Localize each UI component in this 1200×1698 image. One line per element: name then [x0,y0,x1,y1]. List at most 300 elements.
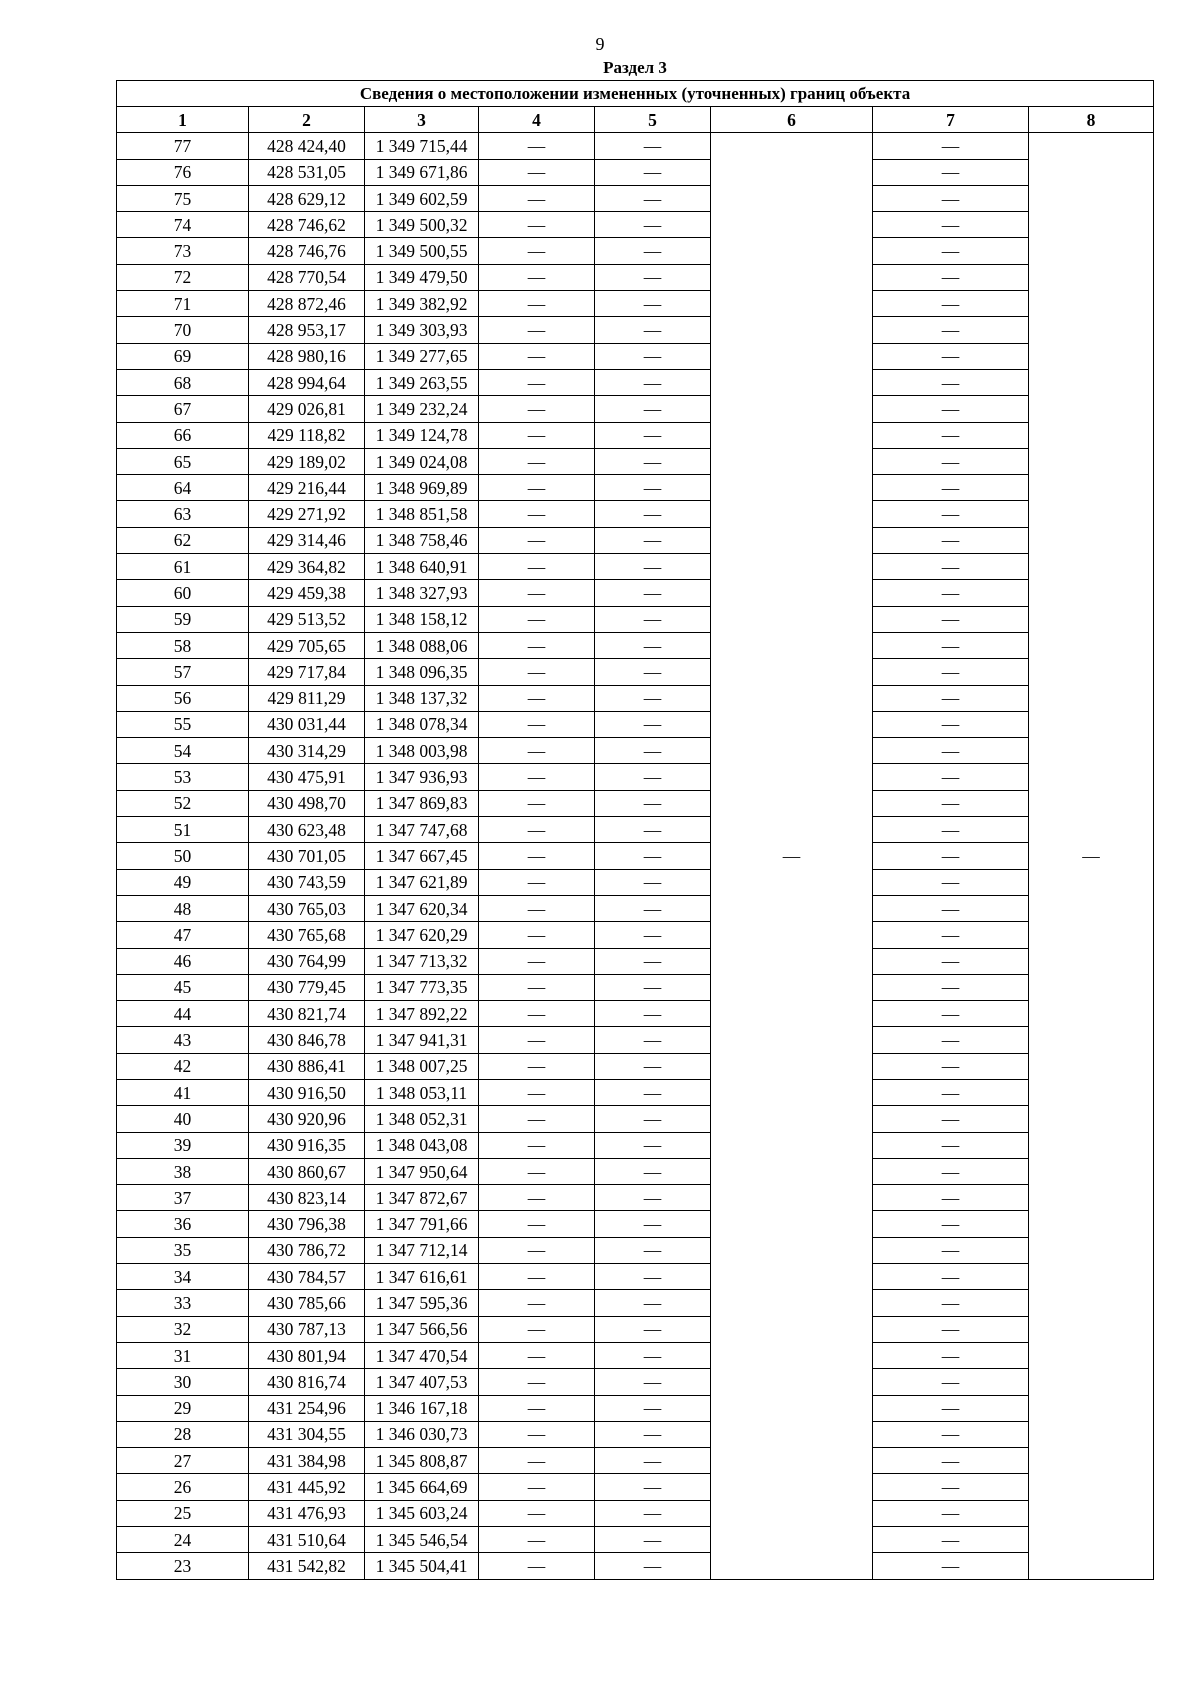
col5-cell: — [595,554,711,580]
col4-cell: — [479,1106,595,1132]
x-coordinate-cell: 428 994,64 [249,369,365,395]
col5-cell: — [595,291,711,317]
col4-cell: — [479,659,595,685]
point-number-cell: 44 [117,1001,249,1027]
y-coordinate-cell: 1 349 500,32 [365,212,479,238]
table-row [117,974,1154,1000]
col4-cell: — [479,974,595,1000]
point-number-cell: 25 [117,1500,249,1526]
col5-cell: — [595,1395,711,1421]
y-coordinate-cell: 1 349 277,65 [365,343,479,369]
col7-cell: — [873,501,1029,527]
x-coordinate-cell: 429 717,84 [249,659,365,685]
table-caption: Сведения о местоположении измененных (уточненных) границ объекта [117,81,1154,107]
col5-cell: — [595,1421,711,1447]
col7-cell: — [873,1027,1029,1053]
x-coordinate-cell: 431 445,92 [249,1474,365,1500]
x-coordinate-cell: 430 743,59 [249,869,365,895]
col5-cell: — [595,238,711,264]
x-coordinate-cell: 428 531,05 [249,159,365,185]
col5-cell: — [595,922,711,948]
y-coordinate-cell: 1 348 137,32 [365,685,479,711]
point-number-cell: 43 [117,1027,249,1053]
col4-cell: — [479,1448,595,1474]
col7-cell: — [873,475,1029,501]
col4-cell: — [479,1211,595,1237]
table-row [117,738,1154,764]
x-coordinate-cell: 431 304,55 [249,1421,365,1447]
col7-cell: — [873,790,1029,816]
x-coordinate-cell: 430 886,41 [249,1053,365,1079]
point-number-cell: 59 [117,606,249,632]
table-row [117,159,1154,185]
col5-cell: — [595,475,711,501]
col7-cell: — [873,133,1029,159]
col4-cell: — [479,1316,595,1342]
col7-cell: — [873,1158,1029,1184]
point-number-cell: 57 [117,659,249,685]
col7-cell: — [873,685,1029,711]
point-number-cell: 74 [117,212,249,238]
x-coordinate-cell: 431 542,82 [249,1553,365,1579]
x-coordinate-cell: 429 811,29 [249,685,365,711]
col7-cell: — [873,895,1029,921]
point-number-cell: 49 [117,869,249,895]
col4-cell: — [479,1500,595,1526]
table-row [117,1369,1154,1395]
y-coordinate-cell: 1 347 773,35 [365,974,479,1000]
y-coordinate-cell: 1 346 167,18 [365,1395,479,1421]
col7-cell: — [873,606,1029,632]
column-header-7: 7 [873,107,1029,133]
col7-cell: — [873,764,1029,790]
y-coordinate-cell: 1 348 851,58 [365,501,479,527]
col7-cell: — [873,317,1029,343]
table-row [117,1448,1154,1474]
col7-cell: — [873,554,1029,580]
x-coordinate-cell: 430 816,74 [249,1369,365,1395]
y-coordinate-cell: 1 347 595,36 [365,1290,479,1316]
x-coordinate-cell: 428 770,54 [249,264,365,290]
col7-cell: — [873,1527,1029,1553]
col5-cell: — [595,1158,711,1184]
point-number-cell: 24 [117,1527,249,1553]
col5-cell: — [595,1474,711,1500]
y-coordinate-cell: 1 347 616,61 [365,1264,479,1290]
col7-cell: — [873,448,1029,474]
table-row [117,790,1154,816]
y-coordinate-cell: 1 348 088,06 [365,632,479,658]
col4-cell: — [479,1027,595,1053]
col5-cell: — [595,1106,711,1132]
col5-cell: — [595,1027,711,1053]
col7-cell: — [873,632,1029,658]
y-coordinate-cell: 1 349 671,86 [365,159,479,185]
col5-cell: — [595,974,711,1000]
table-row [117,1527,1154,1553]
x-coordinate-cell: 431 510,64 [249,1527,365,1553]
col4-cell: — [479,1001,595,1027]
y-coordinate-cell: 1 348 052,31 [365,1106,479,1132]
col4-cell: — [479,159,595,185]
page-number: 9 [595,34,605,54]
y-coordinate-cell: 1 347 869,83 [365,790,479,816]
col5-cell: — [595,212,711,238]
y-coordinate-cell: 1 349 715,44 [365,133,479,159]
column-header-1: 1 [117,107,249,133]
col5-cell: — [595,396,711,422]
x-coordinate-cell: 429 216,44 [249,475,365,501]
x-coordinate-cell: 430 765,68 [249,922,365,948]
point-number-cell: 69 [117,343,249,369]
table-row [117,1500,1154,1526]
x-coordinate-cell: 429 271,92 [249,501,365,527]
table-row [117,843,1154,869]
col4-cell: — [479,212,595,238]
y-coordinate-cell: 1 347 667,45 [365,843,479,869]
col4-cell: — [479,501,595,527]
col5-cell: — [595,1369,711,1395]
table-row [117,1395,1154,1421]
y-coordinate-cell: 1 347 621,89 [365,869,479,895]
col4-cell: — [479,422,595,448]
col4-cell: — [479,1053,595,1079]
y-coordinate-cell: 1 348 078,34 [365,711,479,737]
col5-cell: — [595,738,711,764]
y-coordinate-cell: 1 349 263,55 [365,369,479,395]
point-number-cell: 68 [117,369,249,395]
col4-cell: — [479,1079,595,1105]
point-number-cell: 28 [117,1421,249,1447]
y-coordinate-cell: 1 349 024,08 [365,448,479,474]
col7-cell: — [873,1132,1029,1158]
table-row [117,711,1154,737]
y-coordinate-cell: 1 348 640,91 [365,554,479,580]
point-number-cell: 76 [117,159,249,185]
col7-cell: — [873,343,1029,369]
col4-cell: — [479,1264,595,1290]
table-row [117,922,1154,948]
point-number-cell: 39 [117,1132,249,1158]
x-coordinate-cell: 431 384,98 [249,1448,365,1474]
col4-cell: — [479,817,595,843]
col4-cell: — [479,475,595,501]
table-row [117,1132,1154,1158]
y-coordinate-cell: 1 347 941,31 [365,1027,479,1053]
col5-cell: — [595,1132,711,1158]
y-coordinate-cell: 1 347 936,93 [365,764,479,790]
col5-cell: — [595,817,711,843]
table-row [117,212,1154,238]
x-coordinate-cell: 430 846,78 [249,1027,365,1053]
col4-cell: — [479,948,595,974]
y-coordinate-cell: 1 348 007,25 [365,1053,479,1079]
point-number-cell: 60 [117,580,249,606]
point-number-cell: 40 [117,1106,249,1132]
col5-cell: — [595,764,711,790]
x-coordinate-cell: 430 475,91 [249,764,365,790]
col5-cell: — [595,448,711,474]
y-coordinate-cell: 1 348 758,46 [365,527,479,553]
col5-cell: — [595,1553,711,1579]
col4-cell: — [479,317,595,343]
x-coordinate-cell: 430 784,57 [249,1264,365,1290]
x-coordinate-cell: 430 786,72 [249,1237,365,1263]
col4-cell: — [479,606,595,632]
y-coordinate-cell: 1 347 712,14 [365,1237,479,1263]
coordinates-table [116,80,1154,1580]
point-number-cell: 35 [117,1237,249,1263]
point-number-cell: 41 [117,1079,249,1105]
col7-cell: — [873,922,1029,948]
col4-cell: — [479,895,595,921]
col4-cell: — [479,922,595,948]
point-number-cell: 61 [117,554,249,580]
col5-cell: — [595,1185,711,1211]
col7-cell: — [873,238,1029,264]
col5-cell: — [595,185,711,211]
col5-cell: — [595,264,711,290]
col7-cell: — [873,1211,1029,1237]
col5-cell: — [595,659,711,685]
point-number-cell: 66 [117,422,249,448]
x-coordinate-cell: 429 314,46 [249,527,365,553]
col5-cell: — [595,685,711,711]
col5-cell: — [595,159,711,185]
column-header-row [117,107,1154,133]
col4-cell: — [479,738,595,764]
col4-cell: — [479,685,595,711]
table-row [117,685,1154,711]
col5-cell: — [595,527,711,553]
x-coordinate-cell: 431 254,96 [249,1395,365,1421]
point-number-cell: 72 [117,264,249,290]
y-coordinate-cell: 1 347 407,53 [365,1369,479,1395]
point-number-cell: 54 [117,738,249,764]
table-row [117,948,1154,974]
y-coordinate-cell: 1 348 327,93 [365,580,479,606]
col4-cell: — [479,632,595,658]
table-row [117,1290,1154,1316]
col5-cell: — [595,1342,711,1368]
col7-cell: — [873,1421,1029,1447]
point-number-cell: 62 [117,527,249,553]
table-row [117,1264,1154,1290]
table-row [117,475,1154,501]
col4-cell: — [479,1185,595,1211]
point-number-cell: 56 [117,685,249,711]
y-coordinate-cell: 1 345 504,41 [365,1553,479,1579]
y-coordinate-cell: 1 349 124,78 [365,422,479,448]
table-row [117,580,1154,606]
col7-cell: — [873,1237,1029,1263]
col5-cell: — [595,1237,711,1263]
x-coordinate-cell: 430 801,94 [249,1342,365,1368]
table-row [117,291,1154,317]
x-coordinate-cell: 431 476,93 [249,1500,365,1526]
col7-cell: — [873,422,1029,448]
point-number-cell: 77 [117,133,249,159]
col4-cell: — [479,580,595,606]
column-header-6: 6 [711,107,873,133]
point-number-cell: 33 [117,1290,249,1316]
col5-cell: — [595,343,711,369]
col7-cell: — [873,396,1029,422]
col4-cell: — [479,264,595,290]
x-coordinate-cell: 429 026,81 [249,396,365,422]
x-coordinate-cell: 428 953,17 [249,317,365,343]
x-coordinate-cell: 430 796,38 [249,1211,365,1237]
table-row [117,264,1154,290]
y-coordinate-cell: 1 347 620,34 [365,895,479,921]
point-number-cell: 45 [117,974,249,1000]
col4-cell: — [479,369,595,395]
col7-cell: — [873,1448,1029,1474]
x-coordinate-cell: 430 701,05 [249,843,365,869]
point-number-cell: 47 [117,922,249,948]
y-coordinate-cell: 1 345 546,54 [365,1527,479,1553]
point-number-cell: 53 [117,764,249,790]
table-row [117,133,1154,159]
table-row [117,1053,1154,1079]
point-number-cell: 52 [117,790,249,816]
col8-merged-cell: — [1029,133,1154,1579]
col4-cell: — [479,1290,595,1316]
table-row [117,185,1154,211]
x-coordinate-cell: 428 424,40 [249,133,365,159]
table-row [117,369,1154,395]
table-row [117,869,1154,895]
col5-cell: — [595,369,711,395]
table-row [117,1237,1154,1263]
x-coordinate-cell: 428 872,46 [249,291,365,317]
x-coordinate-cell: 430 623,48 [249,817,365,843]
y-coordinate-cell: 1 349 382,92 [365,291,479,317]
y-coordinate-cell: 1 348 096,35 [365,659,479,685]
column-header-4: 4 [479,107,595,133]
table-row [117,317,1154,343]
point-number-cell: 48 [117,895,249,921]
point-number-cell: 31 [117,1342,249,1368]
x-coordinate-cell: 430 765,03 [249,895,365,921]
table-row [117,501,1154,527]
col7-cell: — [873,1474,1029,1500]
x-coordinate-cell: 429 705,65 [249,632,365,658]
col4-cell: — [479,1474,595,1500]
point-number-cell: 63 [117,501,249,527]
col7-cell: — [873,1342,1029,1368]
col5-cell: — [595,790,711,816]
point-number-cell: 55 [117,711,249,737]
point-number-cell: 42 [117,1053,249,1079]
col4-cell: — [479,1237,595,1263]
col7-cell: — [873,1395,1029,1421]
x-coordinate-cell: 428 746,62 [249,212,365,238]
x-coordinate-cell: 430 498,70 [249,790,365,816]
col7-cell: — [873,1185,1029,1211]
point-number-cell: 30 [117,1369,249,1395]
col7-cell: — [873,738,1029,764]
col4-cell: — [479,1527,595,1553]
x-coordinate-cell: 428 980,16 [249,343,365,369]
point-number-cell: 23 [117,1553,249,1579]
y-coordinate-cell: 1 345 603,24 [365,1500,479,1526]
x-coordinate-cell: 430 821,74 [249,1001,365,1027]
y-coordinate-cell: 1 347 713,32 [365,948,479,974]
table-row [117,1079,1154,1105]
point-number-cell: 73 [117,238,249,264]
col4-cell: — [479,291,595,317]
col4-cell: — [479,1132,595,1158]
table-row [117,1027,1154,1053]
x-coordinate-cell: 429 459,38 [249,580,365,606]
table-row [117,1211,1154,1237]
col7-cell: — [873,1369,1029,1395]
col4-cell: — [479,869,595,895]
x-coordinate-cell: 430 314,29 [249,738,365,764]
table-body [117,133,1154,1579]
point-number-cell: 65 [117,448,249,474]
point-number-cell: 29 [117,1395,249,1421]
col5-cell: — [595,632,711,658]
point-number-cell: 51 [117,817,249,843]
y-coordinate-cell: 1 345 664,69 [365,1474,479,1500]
point-number-cell: 58 [117,632,249,658]
table-row [117,1316,1154,1342]
col4-cell: — [479,711,595,737]
table-row [117,554,1154,580]
col4-cell: — [479,396,595,422]
col4-cell: — [479,1395,595,1421]
col7-cell: — [873,1553,1029,1579]
col7-cell: — [873,659,1029,685]
table-row [117,764,1154,790]
col4-cell: — [479,1553,595,1579]
col5-cell: — [595,501,711,527]
col7-cell: — [873,1500,1029,1526]
x-coordinate-cell: 428 629,12 [249,185,365,211]
y-coordinate-cell: 1 349 602,59 [365,185,479,211]
col4-cell: — [479,343,595,369]
col4-cell: — [479,843,595,869]
x-coordinate-cell: 430 916,50 [249,1079,365,1105]
col5-cell: — [595,843,711,869]
y-coordinate-cell: 1 347 950,64 [365,1158,479,1184]
col5-cell: — [595,895,711,921]
col5-cell: — [595,1053,711,1079]
col5-cell: — [595,1316,711,1342]
y-coordinate-cell: 1 347 892,22 [365,1001,479,1027]
y-coordinate-cell: 1 348 043,08 [365,1132,479,1158]
table-row [117,1001,1154,1027]
col6-merged-cell: — [711,133,873,1579]
col5-cell: — [595,1448,711,1474]
x-coordinate-cell: 429 364,82 [249,554,365,580]
table-row [117,1106,1154,1132]
col5-cell: — [595,948,711,974]
y-coordinate-cell: 1 347 791,66 [365,1211,479,1237]
col7-cell: — [873,817,1029,843]
y-coordinate-cell: 1 349 303,93 [365,317,479,343]
col7-cell: — [873,948,1029,974]
col7-cell: — [873,843,1029,869]
col4-cell: — [479,1369,595,1395]
col4-cell: — [479,238,595,264]
point-number-cell: 70 [117,317,249,343]
table-row [117,1421,1154,1447]
table-row [117,817,1154,843]
y-coordinate-cell: 1 347 566,56 [365,1316,479,1342]
